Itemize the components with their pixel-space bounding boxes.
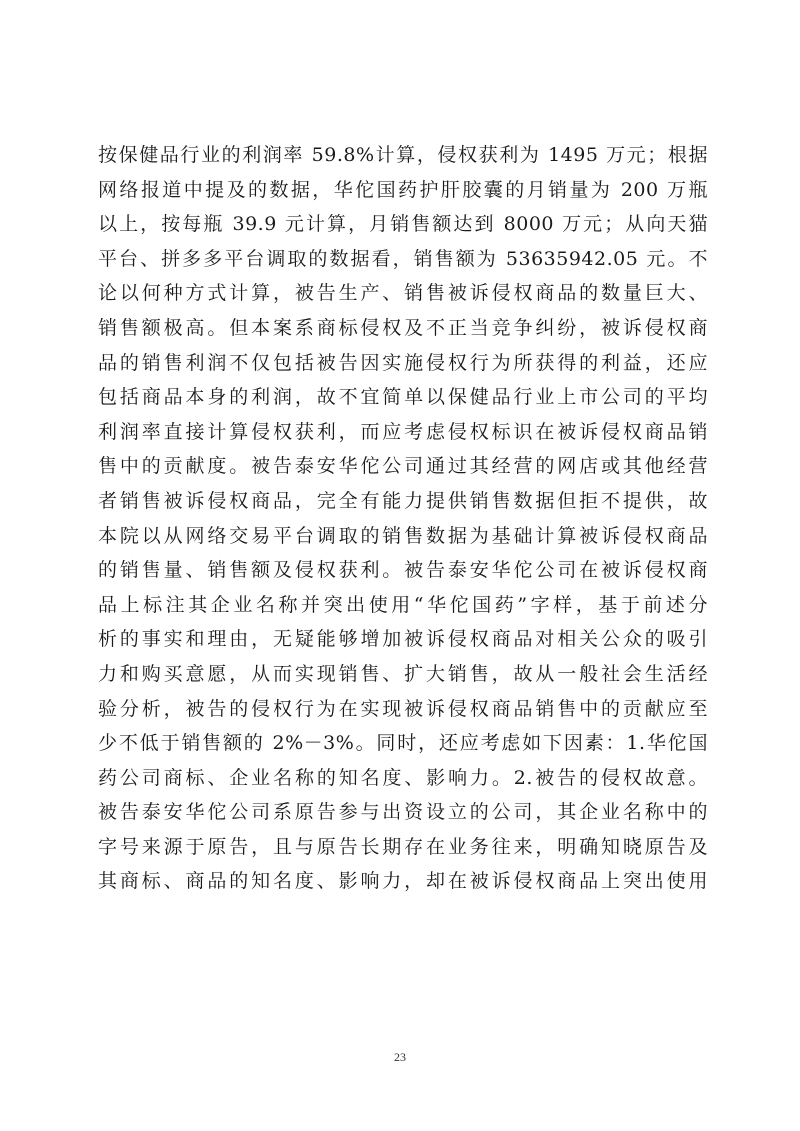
text-line: 少不低于销售额的 2%－3%。同时，还应考虑如下因素：1.华佗国: [98, 732, 708, 755]
text-line: 本院以从网络交易平台调取的销售数据为基础计算被诉侵权商品: [98, 524, 708, 547]
text-line: 品的销售利润不仅包括被告因实施侵权行为所获得的利益，还应: [98, 351, 708, 374]
page-number: 23: [394, 1050, 406, 1064]
text-line: 按保健品行业的利润率 59.8%计算，侵权获利为 1495 万元；根据: [98, 144, 708, 166]
text-line: 网络报道中提及的数据，华佗国药护肝胶囊的月销量为 200 万瓶: [98, 178, 708, 201]
text-line: 包括商品本身的利润，故不宜简单以保健品行业上市公司的平均: [98, 386, 708, 409]
text-line: 被告泰安华佗公司系原告参与出资设立的公司，其企业名称中的: [98, 801, 708, 824]
text-line: 药公司商标、企业名称的知名度、影响力。2.被告的侵权故意。: [98, 766, 708, 789]
text-line: 析的事实和理由，无疑能够增加被诉侵权商品对相关公众的吸引: [98, 628, 708, 651]
text-line: 平台、拼多多平台调取的数据看，销售额为 53635942.05 元。不: [98, 247, 708, 270]
text-line: 字号来源于原告，且与原告长期存在业务往来，明确知晓原告及: [98, 835, 708, 858]
text-line: 力和购买意愿，从而实现销售、扩大销售，故从一般社会生活经: [98, 662, 708, 685]
text-line: 品上标注其企业名称并突出使用“华佗国药”字样，基于前述分: [98, 593, 708, 616]
text-line: 验分析，被告的侵权行为在实现被诉侵权商品销售中的贡献应至: [98, 697, 708, 720]
body-text: [98, 138, 708, 899]
text-line: 者销售被诉侵权商品，完全有能力提供销售数据但拒不提供，故: [98, 489, 708, 512]
text-line: 以上，按每瓶 39.9 元计算，月销售额达到 8000 万元；从向天猫: [98, 213, 708, 236]
text-line: 销售额极高。但本案系商标侵权及不正当竞争纠纷，被诉侵权商: [98, 316, 708, 339]
text-line: 其商标、商品的知名度、影响力，却在被诉侵权商品上突出使用: [98, 870, 708, 893]
text-line: 的销售量、销售额及侵权获利。被告泰安华佗公司在被诉侵权商: [98, 559, 708, 582]
text-line: 论以何种方式计算，被告生产、销售被诉侵权商品的数量巨大、: [98, 282, 708, 305]
text-line: 利润率直接计算侵权获利，而应考虑侵权标识在被诉侵权商品销: [98, 420, 708, 443]
text-line: 售中的贡献度。被告泰安华佗公司通过其经营的网店或其他经营: [98, 455, 708, 478]
